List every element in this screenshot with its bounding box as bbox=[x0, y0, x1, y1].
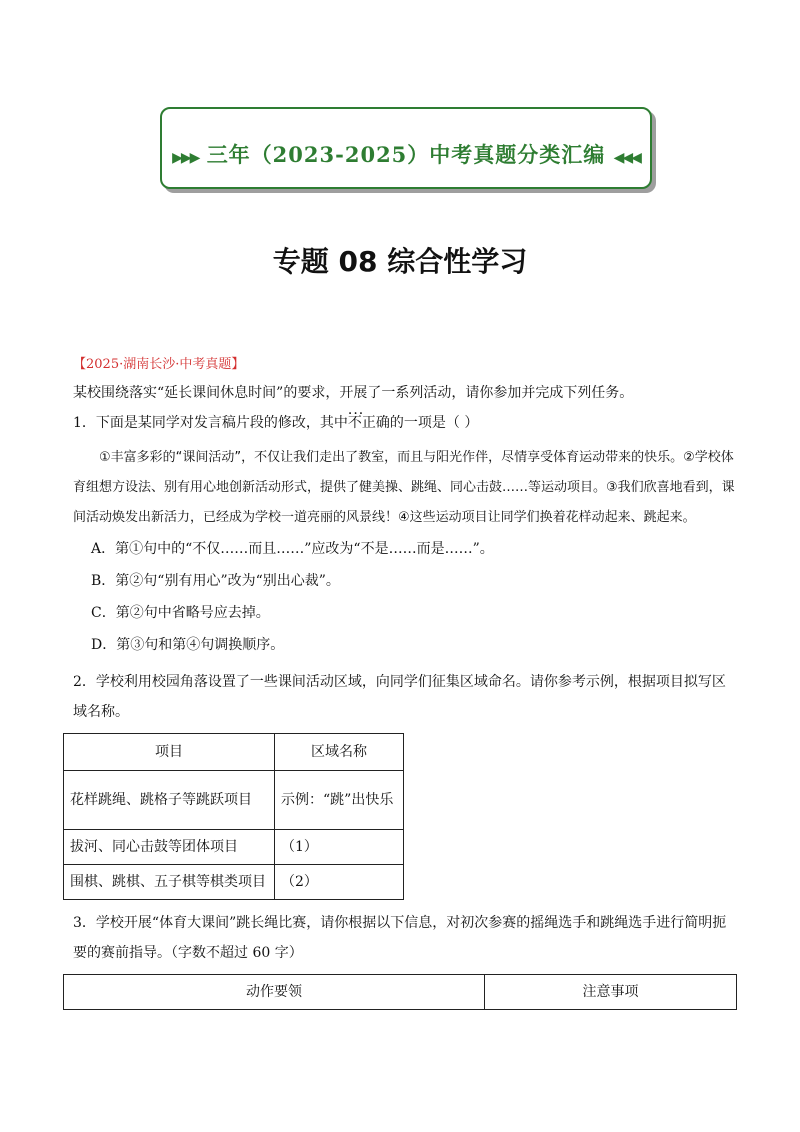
table-cell: （1） bbox=[275, 830, 404, 865]
banner-left-arrows: ▶▶▶ bbox=[172, 150, 199, 166]
table-cell: （2） bbox=[275, 865, 404, 900]
banner-text-line bbox=[162, 139, 650, 169]
q1-option-d: D．第③句和第④句调换顺序。 bbox=[91, 637, 285, 653]
table-cell: 拔河、同心击鼓等团体项目 bbox=[64, 830, 275, 865]
question-3 bbox=[73, 908, 739, 1010]
q1-stem bbox=[73, 413, 739, 433]
table-row bbox=[64, 830, 404, 865]
source-tag: 【2025·湖南长沙·中考真题】 bbox=[73, 357, 245, 372]
title-banner bbox=[160, 107, 652, 189]
page-title: 专题 08 综合性学习 bbox=[272, 245, 528, 278]
banner-right-arrows: ◀◀◀ bbox=[613, 150, 640, 166]
q1-option-a: A．第①句中的“不仅……而且……”应改为“不是……而是……”。 bbox=[91, 541, 494, 557]
question-2 bbox=[70, 667, 739, 900]
table-row bbox=[64, 771, 404, 830]
table-header-cell: 动作要领 bbox=[64, 975, 485, 1010]
question-1 bbox=[73, 413, 739, 655]
intro-text: 某校围绕落实“延长课间休息时间”的要求，开展了一系列活动，请你参加并完成下列任务。 bbox=[73, 385, 634, 401]
table-cell: 围棋、跳棋、五子棋等棋类项目 bbox=[64, 865, 275, 900]
q3-table bbox=[63, 974, 737, 1010]
banner-title: 三年（2023-2025）中考真题分类汇编 bbox=[206, 142, 606, 167]
q1-emphasis: ··· 不正确 bbox=[348, 415, 390, 431]
q1-stem-after: 的一项是（ ） bbox=[389, 415, 479, 431]
table-header-cell: 区域名称 bbox=[275, 734, 404, 771]
q3-stem: 3．学校开展“体育大课间”跳长绳比赛，请你根据以下信息，对初次参赛的摇绳选手和跳绳选手进行简明扼要的赛前指导。（字数不超过 60 字） bbox=[73, 915, 727, 961]
table-row bbox=[64, 865, 404, 900]
q1-option-b: B．第②句“别有用心”改为“别出心裁”。 bbox=[91, 573, 340, 589]
table-header-cell: 注意事项 bbox=[485, 975, 737, 1010]
q1-option-c: C．第②句中省略号应去掉。 bbox=[91, 605, 270, 621]
q1-passage: ①丰富多彩的“课间活动”，不仅让我们走出了教室，而且与阳光作伴，尽情享受体育运动带来的快乐。②学校体育组想方设法、别有用心地创新活动形式，提供了健美操、跳绳、同心击鼓……等运动项目。③我们欣喜地看到，课间活动焕发出新活力，已经成为学校一道亮丽的风景线！④这些运动项目让同学们换着花样动起来、跳起来。 bbox=[73, 450, 735, 525]
table-header-cell: 项目 bbox=[64, 734, 275, 771]
q2-stem: 2．学校利用校园角落设置了一些课间活动区域，向同学们征集区域命名。请你参考示例，根据项目拟写区域名称。 bbox=[73, 674, 726, 720]
q2-table bbox=[63, 733, 404, 900]
table-header-row bbox=[64, 975, 737, 1010]
table-cell: 示例：“跳”出快乐 bbox=[275, 771, 404, 830]
table-header-row bbox=[64, 734, 404, 771]
q1-stem-before: 1．下面是某同学对发言稿片段的修改，其中 bbox=[73, 415, 348, 431]
table-cell: 花样跳绳、跳格子等跳跃项目 bbox=[64, 771, 275, 830]
document-body bbox=[70, 355, 739, 1010]
